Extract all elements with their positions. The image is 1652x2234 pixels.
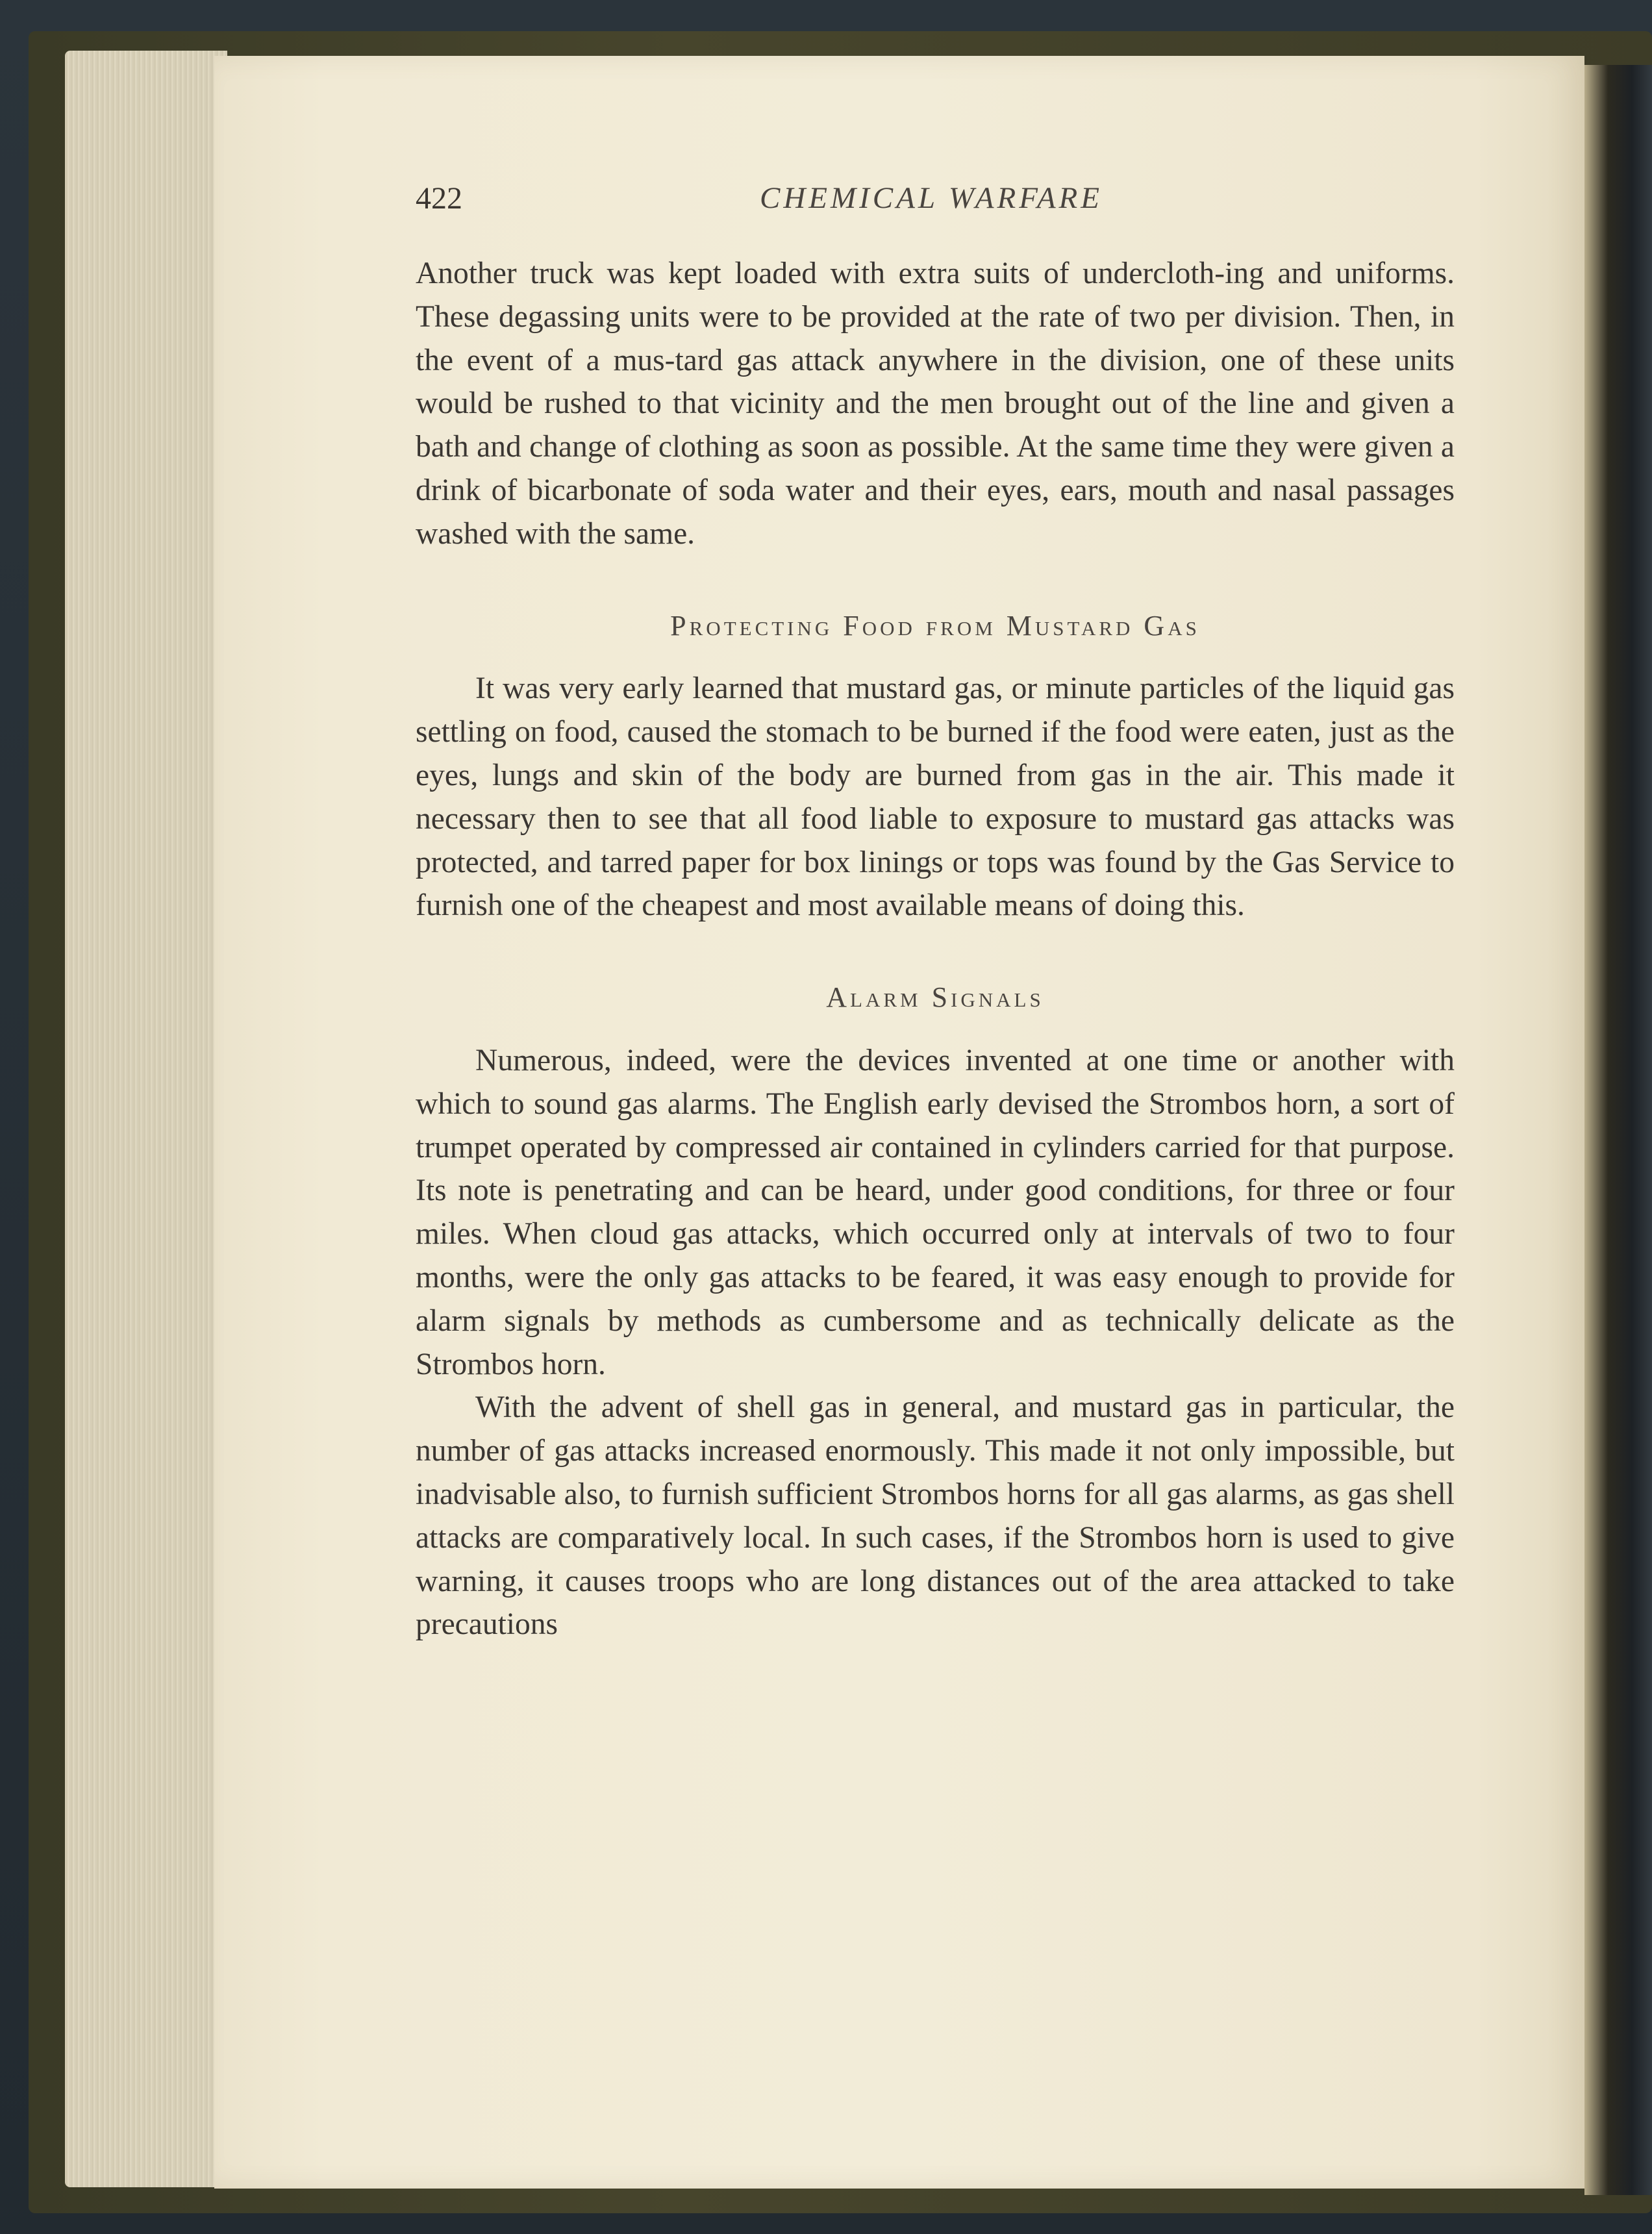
running-head [416,181,1455,232]
paragraph: Numerous, indeed, were the devices invented at one time or another with which to sound gas alarms. The English early devised the Strombos horn, a sort of trumpet operated by compressed air contained in cylinders carried for that purpose. Its note is penetrating and can be heard, under good conditions, for three or four miles. When cloud gas attacks, which occurred only at intervals of two to four months, were the only gas attacks to be feared, it was easy enough to provide for alarm signals by methods as cumbersome and as technically delicate as the Strombos horn. [416,1043,1455,1381]
section-heading: Protecting Food from Mustard Gas [670,609,1200,642]
page-number: 422 [416,181,462,216]
book-gutter [1584,65,1652,2195]
text-block [416,252,1455,1646]
section-heading: Alarm Signals [826,981,1044,1014]
page-edges [65,51,227,2187]
paragraph: With the advent of shell gas in general, and mustard gas in particular, the number of gas attacks increased enormously. This made it not only impossible, but inadvisable also, to furnish sufficient Strombos horns for all gas alarms, as gas shell attacks are comparatively local. In such cases, if the Strombos horn is used to give warning, it causes troops who are long distances out of the area attacked to take precautions [416,1390,1455,1642]
paragraph: It was very early learned that mustard gas, or minute particles of the liquid gas settling on food, caused the stomach to be burned if the food were eaten, just as the eyes, lungs and skin of the body are burned from gas in the air. This made it necessary then to see that all food liable to exposure to mustard gas attacks was protected, and tarred paper for box linings or tops was found by the Gas Service to furnish one of the cheapest and most available means of doing this. [416,671,1455,923]
paragraph: Another truck was kept loaded with extra suits of undercloth-ing and uniforms. These degassing units were to be provided at the rate of two per division. Then, in the event of a mus-tard gas attack anywhere in the division, one of these units would be rushed to that vicinity and the men brought out of the line and given a bath and change of clothing as soon as possible. At the same time they were given a drink of bicarbonate of soda water and their eyes, ears, mouth and nasal passages washed with the same. [416,257,1455,551]
running-title: CHEMICAL WARFARE [760,181,1103,215]
